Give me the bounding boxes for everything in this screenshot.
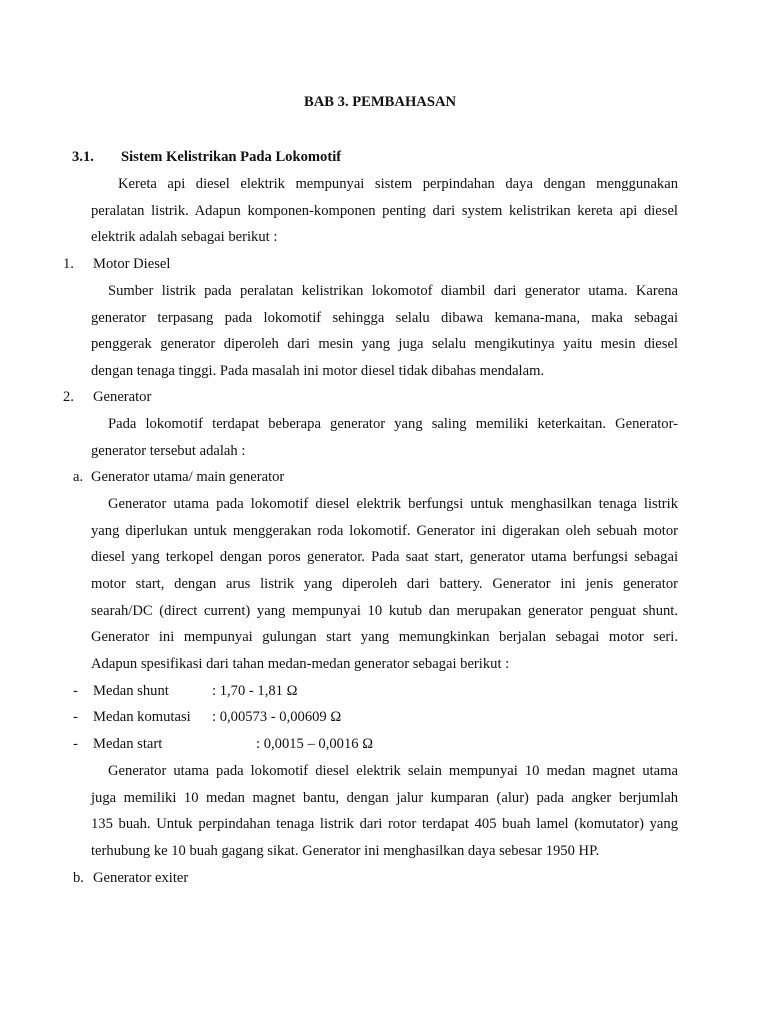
item2-number: 2. <box>63 389 74 405</box>
sub-a-line-1: Generator utama pada lokomotif diesel elektrik berfungsi untuk menghasilkan tenaga listrik <box>108 496 678 512</box>
intro-line-1: Kereta api diesel elektrik mempunyai sistem perpindahan daya dengan menggunakan <box>118 176 678 192</box>
chapter-title: BAB 3. PEMBAHASAN <box>304 94 457 110</box>
item2-line-1: Pada lokomotif terdapat beberapa generator yang saling memiliki keterkaitan. Generator- <box>108 416 678 432</box>
sub-a-line-2: yang diperlukan untuk menggerakan roda lokomotif. Generator ini digerakan oleh sebuah motor <box>91 523 678 539</box>
spec-value-start: : 0,0015 – 0,0016 Ω <box>256 736 374 752</box>
sub-a-line-5: searah/DC (direct current) yang mempunyai 10 kutub dan merupakan generator penguat shunt. <box>91 603 678 619</box>
sub-a-label: Generator utama/ main generator <box>91 469 285 485</box>
spec-value-komutasi: : 0,00573 - 0,00609 Ω <box>212 709 342 725</box>
item1-label: Motor Diesel <box>93 256 171 272</box>
sub-a-p2-line-4: terhubung ke 10 buah gagang sikat. Generator ini menghasilkan daya sebesar 1950 HP. <box>91 843 600 859</box>
sub-b-letter: b. <box>73 870 84 886</box>
intro-line-3: elektrik adalah sebagai berikut : <box>91 229 278 245</box>
spec-dash: - <box>73 709 78 725</box>
item1-line-1: Sumber listrik pada peralatan kelistrikan lokomotof diambil dari generator utama. Karena <box>108 283 678 299</box>
sub-a-line-4: motor start, dengan arus listrik yang diperoleh dari battery. Generator ini jenis generator <box>91 576 678 592</box>
sub-a-line-3: diesel yang terkopel dengan poros generator. Pada saat start, generator utama berfungsi sebagai <box>91 549 678 565</box>
sub-b-label: Generator exiter <box>93 870 189 886</box>
sub-a-line-7: Adapun spesifikasi dari tahan medan-medan generator sebagai berikut : <box>91 656 510 672</box>
item2-line-2: generator tersebut adalah : <box>91 443 246 459</box>
item2-label: Generator <box>93 389 152 405</box>
spec-dash: - <box>73 736 78 752</box>
item1-number: 1. <box>63 256 74 272</box>
item1-line-2: generator terpasang pada lokomotif sehingga selalu dibawa kemana-mana, maka sebagai <box>91 310 678 326</box>
item1-line-4: dengan tenaga tinggi. Pada masalah ini motor diesel tidak dibahas mendalam. <box>91 363 545 379</box>
intro-line-2: peralatan listrik. Adapun komponen-komponen penting dari system kelistrikan kereta api diesel <box>91 203 678 219</box>
sub-a-letter: a. <box>73 469 84 485</box>
section-title: Sistem Kelistrikan Pada Lokomotif <box>121 149 342 165</box>
sub-a-p2-line-1: Generator utama pada lokomotif diesel elektrik selain mempunyai 10 medan magnet utama <box>108 763 678 779</box>
spec-name-shunt: Medan shunt <box>93 683 169 699</box>
sub-a-line-6: Generator ini mempunyai gulungan start yang memungkinkan berjalan sebagai motor seri. <box>91 629 678 645</box>
spec-dash: - <box>73 683 78 699</box>
spec-name-komutasi: Medan komutasi <box>93 709 191 725</box>
spec-value-shunt: : 1,70 - 1,81 Ω <box>212 683 298 699</box>
section-number: 3.1. <box>72 149 94 165</box>
sub-a-p2-line-3: 135 buah. Untuk perpindahan tenaga listrik dari rotor terdapat 405 buah lamel (komutator) yang <box>91 816 678 832</box>
sub-a-p2-line-2: juga memiliki 10 medan magnet bantu, dengan jalur kumparan (alur) pada angker berjumlah <box>91 790 678 806</box>
item1-line-3: penggerak generator diperoleh dari mesin yang juga selalu mengikutinya yaitu mesin diesel <box>91 336 678 352</box>
spec-name-start: Medan start <box>93 736 163 752</box>
